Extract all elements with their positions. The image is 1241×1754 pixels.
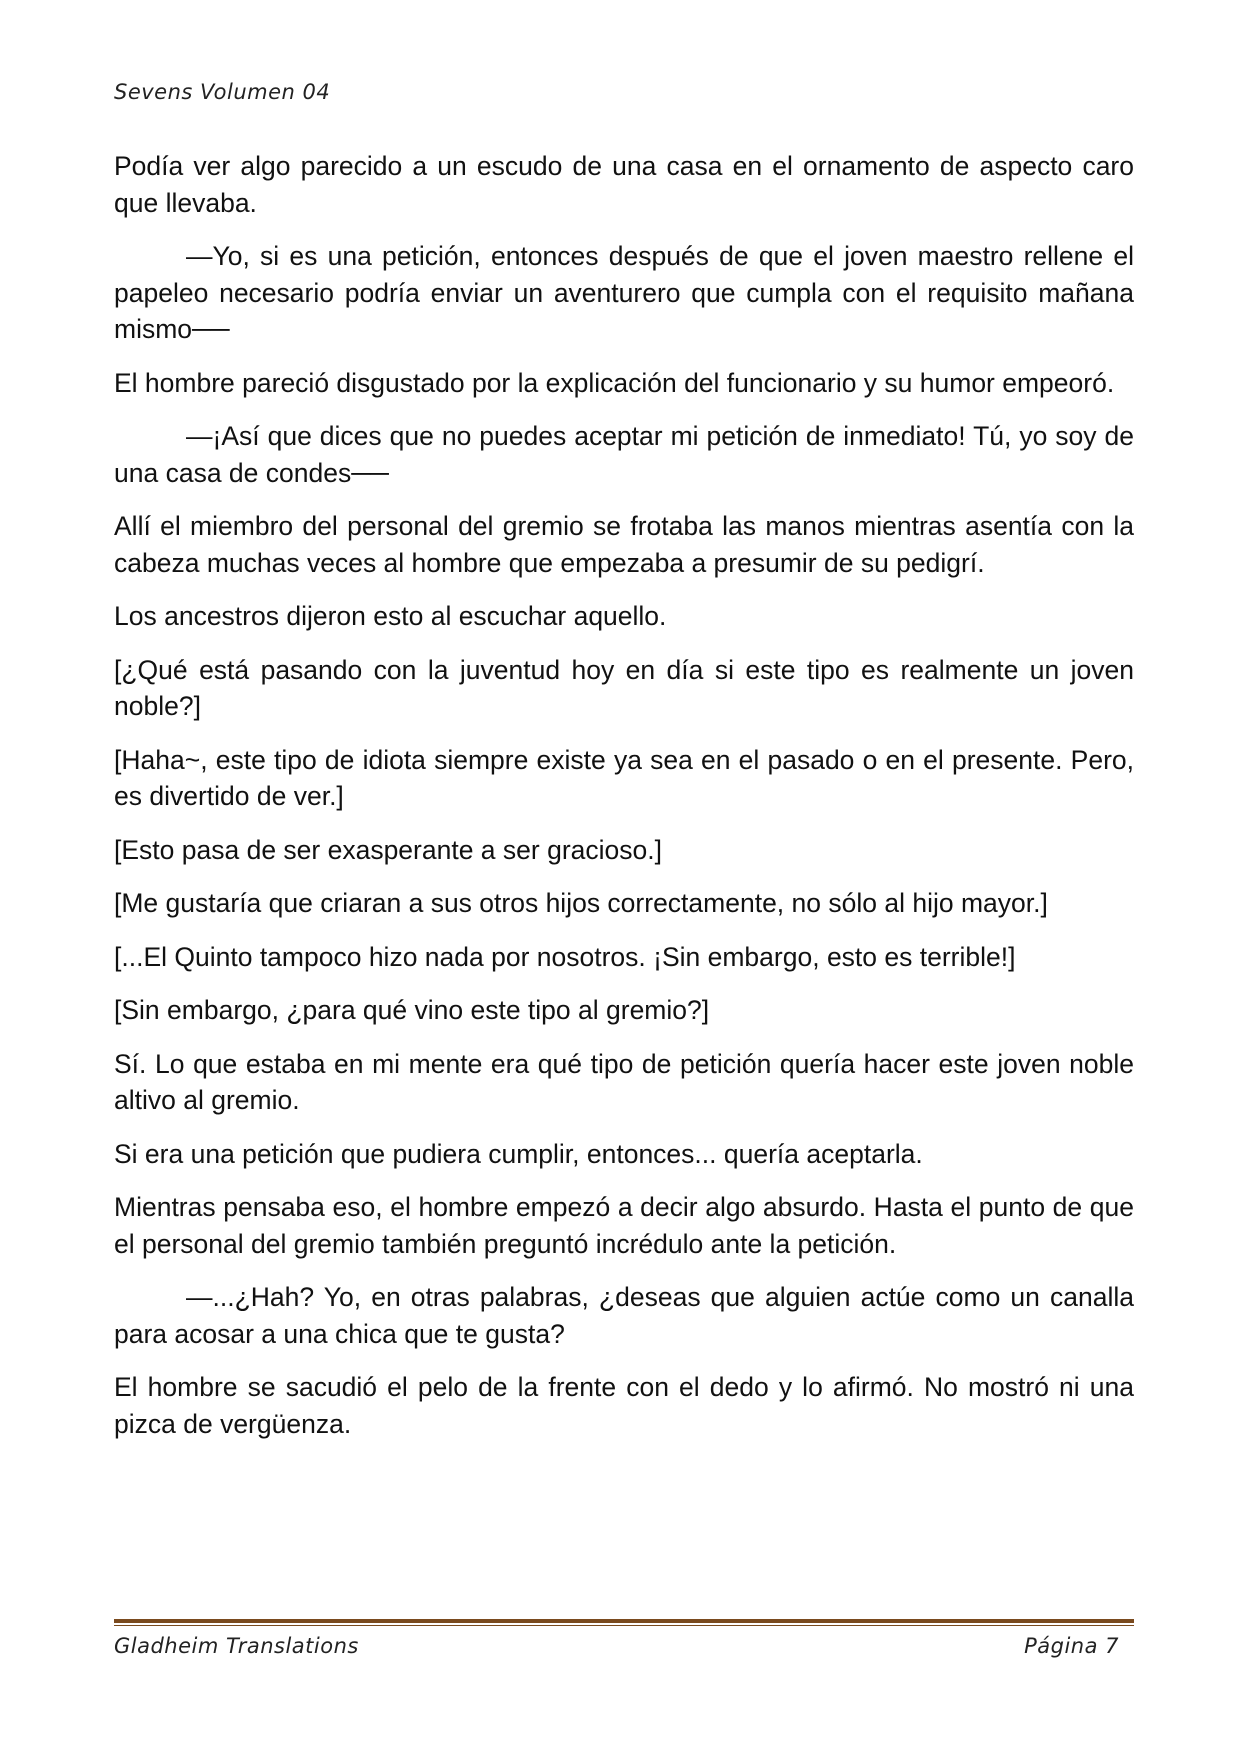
page-header-title: Sevens Volumen 04	[114, 80, 331, 104]
paragraph: [¿Qué está pasando con la juventud hoy en día si este tipo es realmente un joven noble?]	[114, 654, 1134, 721]
dialogue-paragraph: —...¿Hah? Yo, en otras palabras, ¿deseas que alguien actúe como un canalla para acosar a una chica que te gusta?	[114, 1282, 1134, 1349]
footer-publisher: Gladheim Translations	[114, 1634, 359, 1658]
footer-divider	[114, 1619, 1134, 1626]
page-body	[114, 148, 1134, 1459]
paragraph: [Me gustaría que criaran a sus otros hijos correctamente, no sólo al hijo mayor.]	[114, 888, 1048, 918]
dialogue-paragraph: —¡Así que dices que no puedes aceptar mi petición de inmediato! Tú, yo soy de una casa de condes──	[114, 421, 1134, 488]
footer-page-number: Página 7	[1024, 1634, 1119, 1658]
paragraph: Allí el miembro del personal del gremio se frotaba las manos mientras asentía con la cabeza muchas veces al hombre que empezaba a presumir de su pedigrí.	[114, 511, 1134, 578]
paragraph: [Esto pasa de ser exasperante a ser gracioso.]	[114, 834, 662, 865]
paragraph: [Haha~, este tipo de idiota siempre existe ya sea en el pasado o en el presente. Pero, es divertido de ver.]	[114, 744, 1134, 811]
paragraph: Podía ver algo parecido a un escudo de una casa en el ornamento de aspecto caro que llevaba.	[114, 151, 1134, 218]
paragraph: [...El Quinto tampoco hizo nada por nosotros. ¡Sin embargo, esto es terrible!]	[114, 941, 1016, 972]
paragraph: Si era una petición que pudiera cumplir, entonces... quería aceptarla.	[114, 1138, 923, 1169]
paragraph: Sí. Lo que estaba en mi mente era qué tipo de petición quería hacer este joven noble altivo al gremio.	[114, 1048, 1134, 1115]
footer-divider-thick	[114, 1619, 1134, 1623]
footer-divider-thin	[114, 1625, 1134, 1626]
dialogue-paragraph: —Yo, si es una petición, entonces después de que el joven maestro rellene el papeleo necesario podría enviar un aventurero que cumpla con el requisito mañana mismo──	[114, 241, 1134, 344]
paragraph: El hombre pareció disgustado por la explicación del funcionario y su humor empeoró.	[114, 367, 1115, 398]
paragraph: Mientras pensaba eso, el hombre empezó a decir algo absurdo. Hasta el punto de que el personal del gremio también preguntó incrédulo ante la petición.	[114, 1192, 1134, 1259]
paragraph: El hombre se sacudió el pelo de la frente con el dedo y lo afirmó. No mostró ni una pizca de vergüenza.	[114, 1372, 1134, 1439]
paragraph: Los ancestros dijeron esto al escuchar aquello.	[114, 601, 667, 631]
paragraph: [Sin embargo, ¿para qué vino este tipo al gremio?]	[114, 995, 710, 1025]
